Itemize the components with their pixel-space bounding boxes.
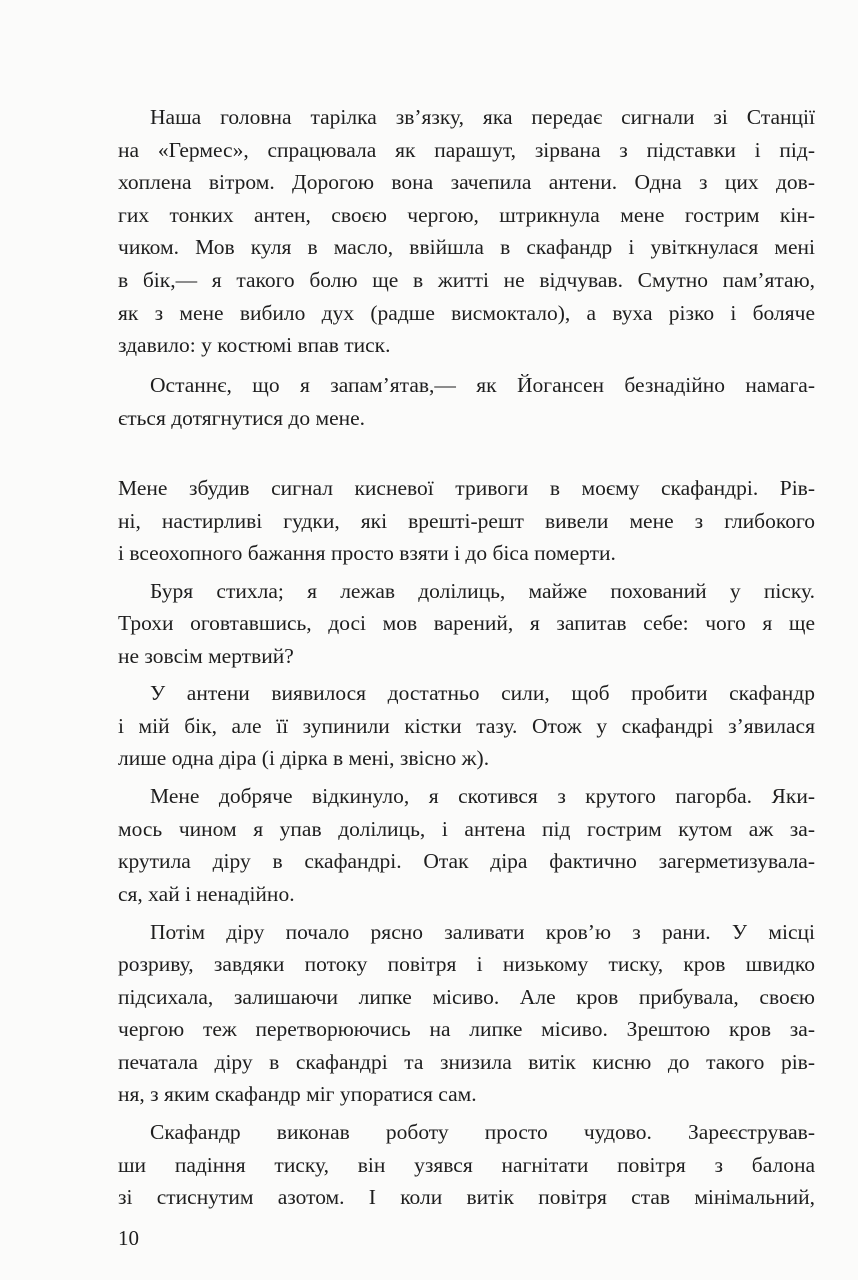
text-line: Буря стихла; я лежав долілиць, майже похований у піску. [150,579,815,603]
text-line: печатала діру в скафандрі та знизила витік кисню до такого рів- [118,1050,815,1074]
text-line: крутила діру в скафандрі. Отак діра фактично загерметизувала- [118,849,815,873]
text-line: У антени виявилося достатньо сили, щоб пробити скафандр [150,681,815,705]
text-line: Потім діру почало рясно заливати кров’ю з рани. У місці [150,920,815,944]
text-line: як з мене вибило дух (радше висмоктало), а вуха різко і боляче [118,301,815,325]
text-line: хоплена вітром. Дорогою вона зачепила антени. Одна з цих дов- [118,170,815,194]
text-line: розриву, завдяки потоку повітря і низькому тиску, кров швидко [118,952,815,976]
text-line: здавило: у костюмі впав тиск. [118,333,391,357]
text-line: підсихала, залишаючи липке місиво. Але кров прибувала, своєю [118,985,815,1009]
text-line: ня, з яким скафандр міг упоратися сам. [118,1082,477,1106]
text-line: ється дотягнутися до мене. [118,406,366,430]
text-line: ся, хай і ненадійно. [118,882,295,906]
text-line: і всеохопного бажання просто взяти і до біса померти. [118,541,616,565]
text-line: Наша головна тарілка зв’язку, яка передає сигнали зі Станції [150,105,815,129]
text-line: гих тонких антен, своєю чергою, штрикнула мене гострим кін- [118,203,815,227]
text-line: в бік,— я такого болю ще в житті не відчував. Смутно пам’ятаю, [118,268,815,292]
text-line: на «Гермес», спрацювала як парашут, зірвана з підставки і під- [118,138,815,162]
text-line: Мене збудив сигнал кисневої тривоги в моєму скафандрі. Рів- [118,476,815,500]
text-line: Скафандр виконав роботу просто чудово. Зареєстрував- [150,1120,815,1144]
text-line: лише одна діра (і дірка в мені, звісно ж). [118,746,490,770]
text-line: Мене добряче відкинуло, я скотився з крутого пагорба. Яки- [150,784,815,808]
text-line: Останнє, що я запам’ятав,— як Йогансен безнадійно намага- [150,373,815,397]
text-line: не зовсім мертвий? [118,644,294,668]
text-line: зі стиснутим азотом. І коли витік повітря став мінімальний, [118,1185,815,1209]
page-number: 10 [118,1226,139,1250]
text-line: ши падіння тиску, він узявся нагнітати повітря з балона [118,1153,815,1177]
text-line: чергою теж перетворюючись на липке місиво. Зрештою кров за- [118,1017,815,1041]
text-line: і мій бік, але її зупинили кістки тазу. Отож у скафандрі з’явилася [118,714,815,738]
text-line: ні, настирливі гудки, які врешті-решт вивели мене з глибокого [118,509,815,533]
text-line: чиком. Мов куля в масло, ввійшла в скафандр і увіткнулася мені [118,235,815,259]
text-line: мось чином я упав долілиць, і антена під гострим кутом аж за- [118,817,815,841]
text-line: Трохи оговтавшись, досі мов варений, я запитав себе: чого я ще [118,611,815,635]
